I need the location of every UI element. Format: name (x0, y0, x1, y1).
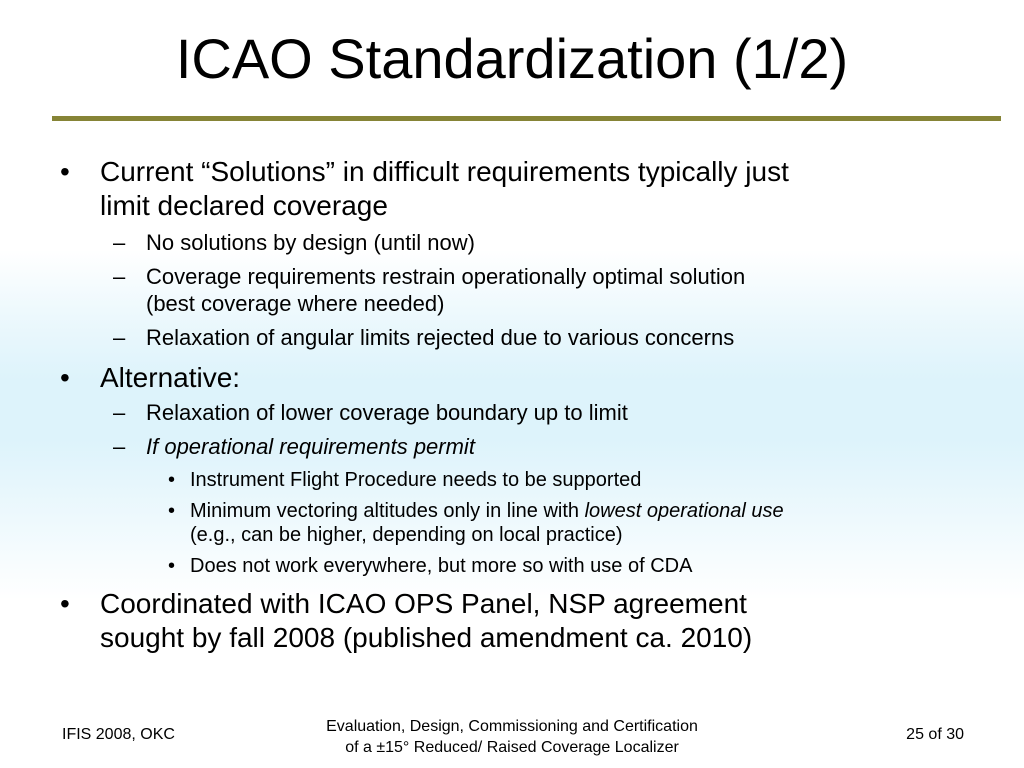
bullet-marker: • (168, 500, 176, 522)
sub-bullet-2-2: If operational requirements permit (146, 434, 475, 459)
sub-sub-bullet-2 (190, 499, 784, 523)
title-divider (52, 116, 1001, 121)
footer-title-line-2: of a ±15° Reduced/ Raised Coverage Localizer (345, 739, 679, 756)
footer-presentation-title (252, 716, 772, 758)
sub-bullet-2-1: Relaxation of lower coverage boundary up to limit (146, 400, 628, 425)
footer-event: IFIS 2008, OKC (62, 726, 175, 743)
bullet-1-text-cont: limit declared coverage (100, 190, 388, 221)
dash-marker: – (113, 230, 126, 255)
slide-title: ICAO Standardization (1/2) (175, 27, 849, 90)
sub-sub-bullet-1: Instrument Flight Procedure needs to be supported (190, 469, 642, 491)
bullet-marker: • (60, 362, 70, 393)
dash-marker: – (113, 325, 126, 350)
sub-bullet-1-3: Relaxation of angular limits rejected due to various concerns (146, 325, 735, 350)
sub-sub-bullet-2-prefix: Minimum vectoring altitudes only in line with (190, 500, 585, 522)
dash-marker: – (113, 264, 126, 289)
dash-marker: – (113, 434, 126, 459)
bullet-marker: • (168, 555, 176, 577)
sub-bullet-1-2-cont: (best coverage where needed) (146, 291, 445, 316)
bullet-marker: • (60, 156, 70, 187)
sub-bullet-1-2: Coverage requirements restrain operationally optimal solution (146, 264, 746, 289)
sub-bullet-1-1: No solutions by design (until now) (146, 230, 475, 255)
bullet-marker: • (60, 588, 70, 619)
sub-sub-bullet-2-emphasis: lowest operational use (584, 500, 784, 522)
page-number: 25 of 30 (906, 726, 964, 743)
bullet-1-text: Current “Solutions” in difficult requirements typically just (100, 156, 789, 187)
sub-sub-bullet-2-cont: (e.g., can be higher, depending on local practice) (190, 524, 623, 546)
bullet-3-text: Coordinated with ICAO OPS Panel, NSP agreement (100, 588, 747, 619)
dash-marker: – (113, 400, 126, 425)
bullet-3-text-cont: sought by fall 2008 (published amendment ca. 2010) (100, 622, 753, 653)
sub-sub-bullet-3: Does not work everywhere, but more so with use of CDA (190, 555, 693, 577)
bullet-marker: • (168, 469, 176, 491)
footer-title-line-1: Evaluation, Design, Commissioning and Certification (326, 718, 698, 735)
bullet-2-text: Alternative: (100, 362, 241, 393)
